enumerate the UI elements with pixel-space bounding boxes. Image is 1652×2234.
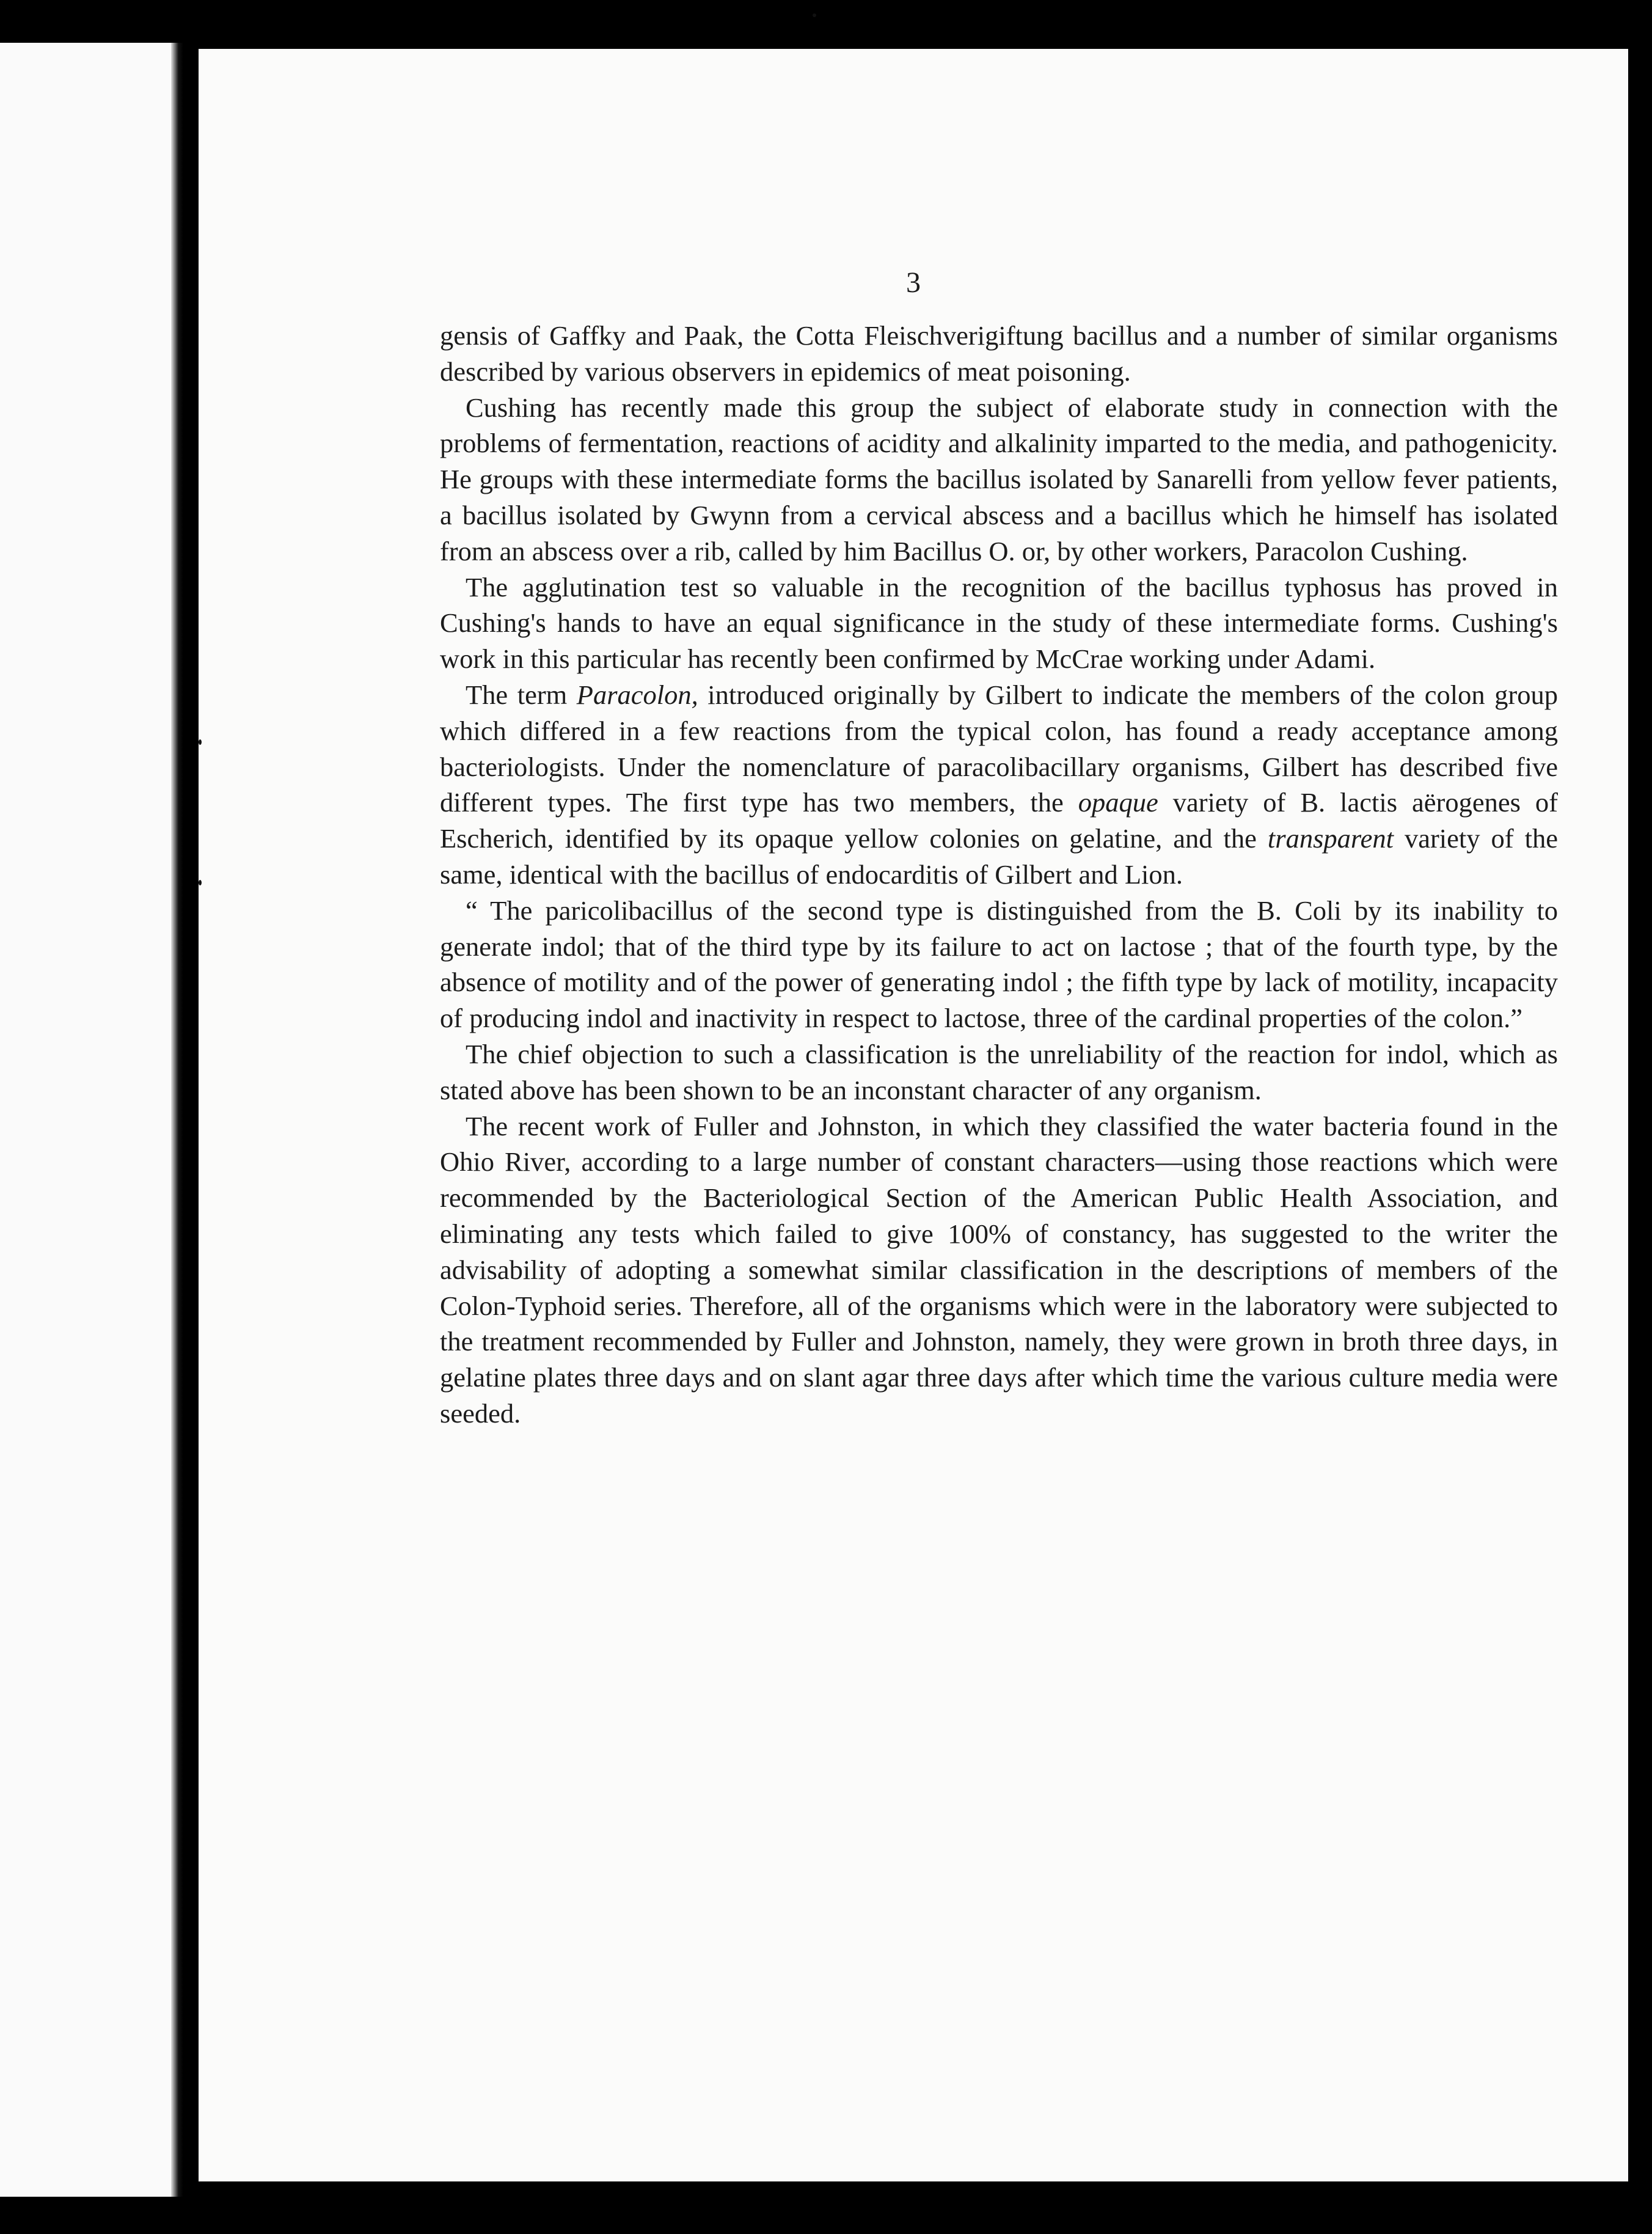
paragraph-4 [440, 677, 1558, 893]
paragraph-3 [440, 569, 1558, 677]
paragraph-text: The recent work of Fuller and Johnston, in which they classified the water bacteria found in the Ohio River, according to a large number of constant characters—using those reactions which were recommended by the Bacteriological Section of the American Public Health Association, and eliminating any tests which failed to give 100% of constancy, has suggested to the writer the advisability of adopting a somewhat similar classification in the descriptions of members of the Colon-Typhoid series. Therefore, all of the organisms which were in the laboratory were subjected to the treatment recommended by Fuller and Johnston, namely, they were grown in broth three days, in gelatine plates three days and on slant agar three days after which time the various culture media were seeded. [440, 1110, 1558, 1429]
italic-term: transparent [1267, 823, 1394, 854]
italic-term: opaque [1078, 787, 1158, 818]
paragraph-text: “ The paricolibacillus of the second type is distinguished from the B. Coli by its inability to generate indol; that of the third type by its failure to act on lactose ; that of the fourth type, by the absence of motility and of the power of generating indol ; the fifth type by lack of motility, incapacity of producing indol and inactivity in respect to lactose, three of the cardinal properties of the colon.” [440, 895, 1558, 1034]
book-gutter [171, 43, 183, 2197]
paragraph-6 [440, 1036, 1558, 1108]
paragraph-text: Cushing has recently made this group the subject of elaborate study in connection with the problems of fermentation, reactions of acidity and alkalinity imparted to the media, and pathogenicity. He groups with these intermediate forms the bacillus isolated by Sanarelli from yellow fever patients, a bacillus isolated by Gwynn from a cervical abscess and a bacillus which he himself has isolated from an abscess over a rib, called by him Bacillus O. or, by other workers, Paracolon Cushing. [440, 392, 1558, 566]
paragraph-text: The agglutination test so valuable in the recognition of the bacillus typhosus has proved in Cushing's hands to have an equal significance in the study of these intermediate forms. Cushing's work in this particular has recently been confirmed by McCrae working under Adami. [440, 571, 1558, 675]
page-number: 3 [906, 266, 921, 299]
facing-page-edge [0, 43, 183, 2197]
body-text [440, 318, 1558, 1432]
scan-speck [813, 13, 816, 17]
scan-speck [199, 880, 202, 885]
paragraph-text: The chief objection to such a classification is the unreliability of the reaction for indol, which as stated above has been shown to be an inconstant character of any organism. [440, 1038, 1558, 1105]
paragraph-7 [440, 1108, 1558, 1432]
paragraph-5 [440, 893, 1558, 1036]
paragraph-1 [440, 318, 1558, 390]
italic-term: Paracolon, [576, 679, 698, 710]
paragraph-text: The term [466, 679, 577, 710]
paragraph-text: variety of B. lactis aërogenes of Escherich, identified by its opaque yellow colonies on gelatine, and the [440, 787, 1559, 854]
paragraph-text: variety of the same, identical with the bacillus of endocarditis of Gilbert and Lion. [440, 823, 1558, 890]
paragraph-text: gensis of Gaffky and Paak, the Cotta Fleischverigiftung bacillus and a number of similar organisms described by various observers in epidemics of meat poisoning. [440, 320, 1558, 387]
paragraph-text: introduced originally by Gilbert to indicate the members of the colon group which differed in a few reactions from the typical colon, has found a ready acceptance among bacteriologists. Under the nomenclature of paracolibacillary organisms, Gilbert has described five different types. The first type has two members, the [440, 679, 1558, 818]
document-page [199, 49, 1628, 2181]
scan-speck [199, 739, 202, 745]
paragraph-2 [440, 390, 1558, 569]
